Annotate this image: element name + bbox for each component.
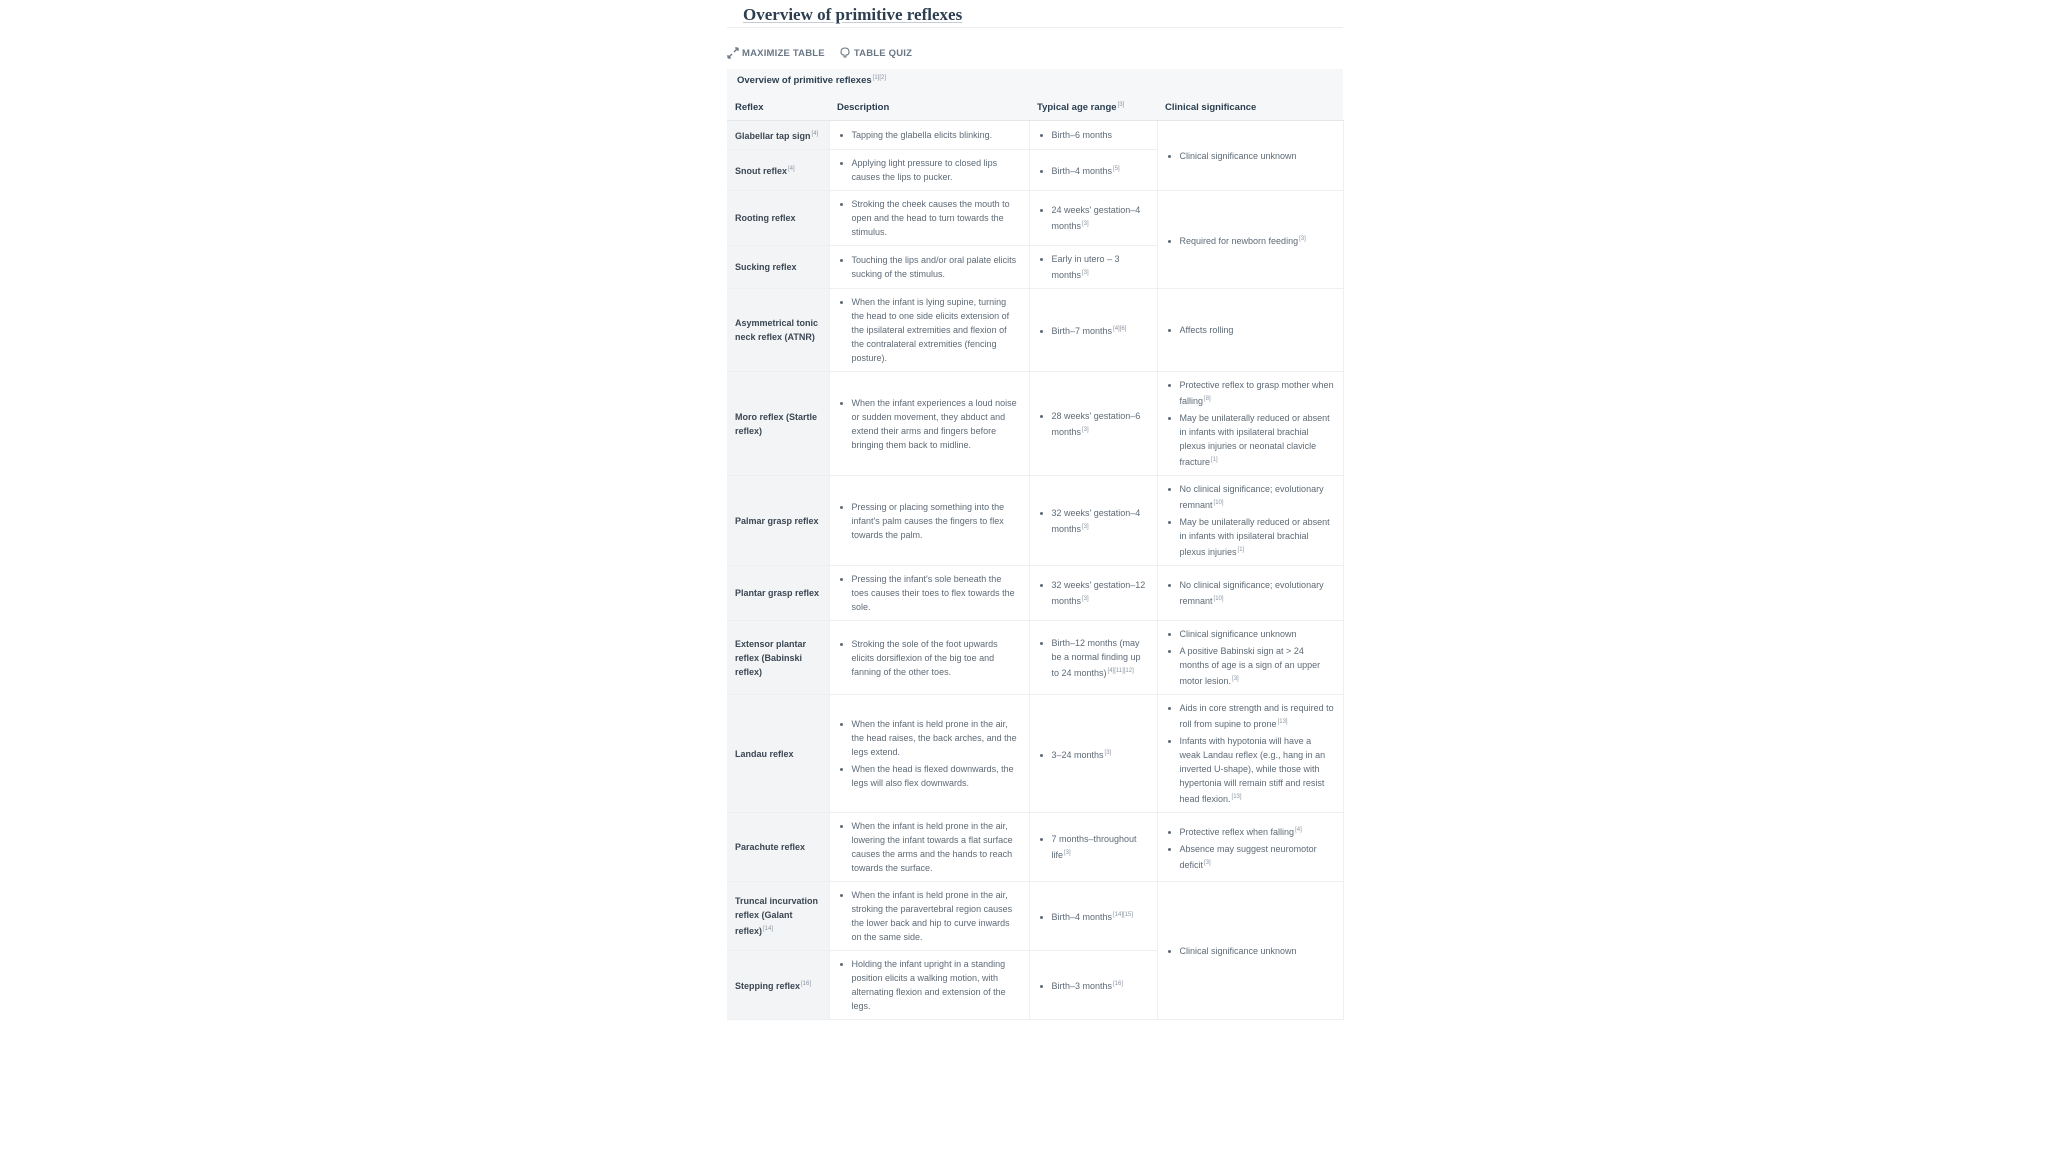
age-list (1038, 506, 1149, 536)
table-row (727, 191, 1343, 246)
reflex-cell (727, 813, 829, 882)
significance-item (1180, 627, 1335, 641)
description-cell (829, 621, 1029, 695)
significance-text: Absence may suggest neuromotor deficit (1179, 843, 1317, 870)
age-list (1038, 908, 1149, 924)
significance-item (1180, 378, 1335, 408)
reference-link[interactable]: [3] (1082, 270, 1089, 277)
reference-link[interactable]: [3] (1082, 523, 1089, 530)
significance-text: Clinical significance unknown (1179, 150, 1297, 161)
description-cell (829, 372, 1029, 476)
header-age-ref[interactable]: [3] (1117, 101, 1125, 108)
reference-link[interactable]: [3] (1082, 596, 1089, 603)
reference-link[interactable]: [3] (1299, 235, 1306, 242)
reflex-name: Rooting reflex (735, 213, 796, 224)
reference-link[interactable]: [4] (1295, 826, 1302, 833)
significance-item (1180, 578, 1335, 608)
age-range-text: 24 weeks' gestation–4 months (1051, 205, 1141, 232)
significance-cell (1157, 372, 1343, 476)
age-item (1052, 977, 1149, 993)
significance-item (1180, 734, 1335, 806)
reflex-name: Asymmetrical tonic neck reflex (ATNR) (735, 318, 819, 343)
reflex-cell (727, 372, 829, 476)
significance-item (1180, 644, 1335, 688)
expand-icon (727, 47, 739, 59)
description-list (838, 572, 1021, 614)
description-item: • Applying light pressure to closed lips causes the lips to pucker. (852, 156, 1021, 184)
reflex-cell (727, 121, 829, 150)
reference-link[interactable]: [4][11][12] (1107, 667, 1134, 674)
reference-link[interactable]: [16] (1113, 981, 1124, 988)
significance-cell (1157, 566, 1343, 621)
caption-text: Overview of primitive reflexes (737, 75, 872, 87)
table-body (727, 121, 1343, 1020)
description-list (838, 295, 1021, 365)
article (727, 0, 1343, 1020)
significance-cell (1157, 121, 1343, 191)
description-item: • When the infant is lying supine, turning the head to one side elicits extension of the ipsilateral extremities and flexion of the contralateral extremities (fencing posture). (852, 295, 1021, 365)
table-row (727, 882, 1343, 951)
table-caption (727, 75, 1343, 94)
age-range-cell (1029, 372, 1157, 476)
age-range-text: 7 months–throughout life (1051, 834, 1137, 861)
reference-link[interactable]: [13] (1277, 719, 1288, 726)
age-range-text: 3–24 months (1051, 749, 1104, 760)
reference-link[interactable]: [4] (811, 131, 819, 138)
description-list (838, 128, 1021, 142)
age-range-cell (1029, 695, 1157, 813)
significance-text: May be unilaterally reduced or absent in infants with ipsilateral brachial plexus injuries (1179, 517, 1330, 558)
table-toolbar (727, 43, 1343, 63)
significance-list (1166, 944, 1335, 958)
reflex-cell (727, 882, 829, 951)
table-row (727, 695, 1343, 813)
reference-link[interactable]: [14] (763, 926, 774, 933)
reflex-name: Snout reflex (735, 166, 788, 177)
reference-link[interactable]: [4] (788, 166, 795, 173)
description-list (838, 197, 1021, 239)
description-item: • When the head is flexed downwards, the legs will also flex downwards. (852, 762, 1021, 790)
reference-link[interactable]: [3] (1082, 426, 1089, 433)
significance-text: Protective reflex to grasp mother when falling (1179, 380, 1334, 407)
significance-text: Required for newborn feeding (1179, 235, 1299, 246)
age-list (1038, 322, 1149, 338)
age-item (1052, 128, 1149, 142)
significance-cell (1157, 813, 1343, 882)
reference-link[interactable]: [16] (801, 981, 812, 988)
description-item: • Tapping the glabella elicits blinking. (852, 128, 1021, 142)
age-list (1038, 203, 1149, 233)
age-item (1052, 162, 1149, 178)
header-age-label: Typical age range (1037, 101, 1117, 113)
age-item (1052, 832, 1149, 862)
description-list (838, 396, 1021, 452)
description-cell (829, 566, 1029, 621)
significance-list (1166, 482, 1335, 559)
description-item: • Stroking the cheek causes the mouth to open and the head to turn towards the stimulus. (852, 197, 1021, 239)
reference-link[interactable]: [3] (1232, 676, 1239, 683)
reflex-cell (727, 695, 829, 813)
age-range-cell (1029, 246, 1157, 289)
header-description: Description (829, 94, 1029, 121)
reflex-name: Sucking reflex (735, 262, 797, 273)
significance-text: Clinical significance unknown (1179, 629, 1297, 640)
reflex-cell (727, 246, 829, 289)
age-list (1038, 977, 1149, 993)
maximize-table-label: MAXIMIZE TABLE (742, 47, 825, 59)
significance-text: Affects rolling (1179, 325, 1234, 336)
age-item (1052, 322, 1149, 338)
description-item: • Pressing or placing something into the infant's palm causes the fingers to flex towards the palm. (852, 500, 1021, 542)
age-list (1038, 636, 1149, 680)
reflex-cell (727, 150, 829, 191)
age-item (1052, 578, 1149, 608)
table-row (727, 476, 1343, 566)
table-row (727, 566, 1343, 621)
significance-cell (1157, 882, 1343, 1020)
reflex-name: Plantar grasp reflex (735, 588, 820, 599)
description-list (838, 637, 1021, 679)
description-item: • Pressing the infant's sole beneath the toes causes their toes to flex towards the sole. (852, 572, 1021, 614)
description-list (838, 156, 1021, 184)
age-item (1052, 908, 1149, 924)
age-range-cell (1029, 191, 1157, 246)
reflex-cell (727, 191, 829, 246)
age-range-text: Birth–7 months (1051, 326, 1113, 337)
age-range-cell (1029, 566, 1157, 621)
significance-text: Infants with hypotonia will have a weak Landau reflex (e.g., hang in an inverted U-shape), while those with hypertonia will remain stiff and resist head flexion. (1179, 736, 1326, 805)
header-age (1029, 94, 1157, 121)
age-item (1052, 506, 1149, 536)
header-significance: Clinical significance (1157, 94, 1343, 121)
reference-link[interactable]: [3] (1064, 850, 1071, 857)
significance-text: Aids in core strength and is required to roll from supine to prone (1179, 703, 1334, 730)
description-cell (829, 476, 1029, 566)
reflex-name: Truncal incurvation reflex (Galant reflex) (735, 896, 819, 937)
age-list (1038, 832, 1149, 862)
table-row (727, 813, 1343, 882)
significance-list (1166, 149, 1335, 163)
description-item: • When the infant is held prone in the air, stroking the paravertebral region causes the lower back and hip to curve inwards on the same side. (852, 888, 1021, 944)
description-cell (829, 813, 1029, 882)
description-list (838, 888, 1021, 944)
reflex-name: Moro reflex (Startle reflex) (735, 411, 818, 436)
reference-link[interactable]: [3] (1082, 221, 1089, 228)
description-item: • Holding the infant upright in a standing position elicits a walking motion, with alternating flexion and extension of the legs. (852, 957, 1021, 1013)
reference-link[interactable]: [8] (1204, 396, 1211, 403)
age-list (1038, 409, 1149, 439)
age-range-cell (1029, 951, 1157, 1020)
significance-list (1166, 627, 1335, 688)
age-range-cell (1029, 882, 1157, 951)
age-range-cell (1029, 621, 1157, 695)
table-row (727, 372, 1343, 476)
reference-link[interactable]: [14][15] (1113, 912, 1134, 919)
table-row (727, 621, 1343, 695)
description-item: • When the infant experiences a loud noise or sudden movement, they abduct and extend their arms and fingers before bringing them back to midline. (852, 396, 1021, 452)
significance-item (1180, 842, 1335, 872)
description-list (838, 253, 1021, 281)
header-reflex: Reflex (727, 94, 829, 121)
table-row (727, 121, 1343, 150)
reflex-table (727, 94, 1344, 1020)
age-list (1038, 252, 1149, 282)
significance-list (1166, 323, 1335, 337)
description-list (838, 717, 1021, 790)
reflex-cell (727, 289, 829, 372)
reflex-cell (727, 951, 829, 1020)
significance-text: A positive Babinski sign at > 24 months of age is a sign of an upper motor lesion. (1179, 646, 1321, 687)
significance-item (1180, 482, 1335, 512)
description-cell (829, 191, 1029, 246)
age-item (1052, 203, 1149, 233)
significance-list (1166, 378, 1335, 469)
table-container (727, 69, 1343, 1020)
reflex-name: Stepping reflex (735, 981, 801, 992)
significance-text: May be unilaterally reduced or absent in infants with ipsilateral brachial plexus injuries or neonatal clavicle fracture (1179, 413, 1330, 468)
description-item: • When the infant is held prone in the air, the head raises, the back arches, and the legs extend. (852, 717, 1021, 759)
age-item (1052, 636, 1149, 680)
significance-item (1180, 701, 1335, 731)
description-item: • When the infant is held prone in the air, lowering the infant towards a flat surface causes the arms and the hands to reach towards the surface. (852, 819, 1021, 875)
age-range-text: 32 weeks' gestation–12 months (1051, 580, 1146, 607)
quiz-icon (839, 47, 851, 59)
reference-link[interactable]: [3] (1104, 749, 1112, 756)
reflex-cell (727, 621, 829, 695)
reference-link[interactable]: [13] (1231, 794, 1242, 801)
significance-cell (1157, 476, 1343, 566)
reflex-cell (727, 476, 829, 566)
significance-text: Clinical significance unknown (1179, 945, 1297, 956)
age-item (1052, 746, 1149, 762)
age-list (1038, 578, 1149, 608)
age-range-text: Early in utero – 3 months (1051, 254, 1120, 281)
significance-text: No clinical significance; evolutionary remnant (1179, 580, 1324, 607)
age-range-text: Birth–3 months (1051, 981, 1113, 992)
age-range-text: Birth–12 months (may be a normal finding up to 24 months) (1051, 637, 1141, 678)
description-list (838, 500, 1021, 542)
reference-link[interactable]: [1] (1211, 457, 1218, 464)
age-range-text: Birth–6 months (1051, 130, 1113, 141)
description-cell (829, 882, 1029, 951)
description-list (838, 957, 1021, 1013)
significance-text: Protective reflex when falling (1179, 826, 1295, 837)
description-cell (829, 289, 1029, 372)
significance-item (1180, 232, 1335, 248)
description-cell (829, 121, 1029, 150)
reflex-name: Landau reflex (735, 748, 794, 759)
significance-cell (1157, 191, 1343, 289)
description-item: • Touching the lips and/or oral palate elicits sucking of the stimulus. (852, 253, 1021, 281)
description-cell (829, 150, 1029, 191)
reflex-cell (727, 566, 829, 621)
significance-list (1166, 701, 1335, 806)
reference-link[interactable]: [4][6] (1113, 326, 1127, 333)
table-quiz-label: TABLE QUIZ (853, 47, 913, 59)
significance-cell (1157, 289, 1343, 372)
reflex-name: Glabellar tap sign (735, 131, 811, 142)
significance-item (1180, 515, 1335, 559)
table-header-row (727, 94, 1343, 121)
age-item (1052, 409, 1149, 439)
description-cell (829, 246, 1029, 289)
reference-link[interactable]: [10] (1213, 500, 1224, 507)
reference-link[interactable]: [5] (1113, 166, 1120, 173)
age-range-text: 28 weeks' gestation–6 months (1051, 410, 1141, 437)
significance-list (1166, 578, 1335, 608)
age-list (1038, 746, 1149, 762)
description-item: • Stroking the sole of the foot upwards elicits dorsiflexion of the big toe and fanning of the other toes. (852, 637, 1021, 679)
age-range-text: Birth–4 months (1051, 166, 1113, 177)
age-range-cell (1029, 476, 1157, 566)
description-cell (829, 695, 1029, 813)
table-row (727, 289, 1343, 372)
caption-ref[interactable]: [1][2] (872, 75, 886, 81)
reference-link[interactable]: [10] (1213, 596, 1224, 603)
significance-item (1180, 323, 1335, 337)
significance-text: No clinical significance; evolutionary remnant (1179, 484, 1324, 511)
age-range-cell (1029, 150, 1157, 191)
reflex-name: Palmar grasp reflex (735, 515, 819, 526)
age-range-cell (1029, 813, 1157, 882)
description-cell (829, 951, 1029, 1020)
reference-link[interactable]: [1] (1237, 547, 1245, 554)
significance-cell (1157, 621, 1343, 695)
significance-item (1180, 823, 1335, 839)
reflex-name: Parachute reflex (735, 842, 806, 853)
table-quiz-button[interactable] (839, 47, 912, 59)
age-item (1052, 252, 1149, 282)
significance-item (1180, 149, 1335, 163)
reference-link[interactable]: [3] (1204, 859, 1211, 866)
significance-item (1180, 411, 1335, 469)
age-range-cell (1029, 289, 1157, 372)
significance-list (1166, 232, 1335, 248)
description-list (838, 819, 1021, 875)
significance-cell (1157, 695, 1343, 813)
reflex-name: Extensor plantar reflex (Babinski reflex) (735, 638, 807, 677)
significance-item (1180, 944, 1335, 958)
significance-list (1166, 823, 1335, 872)
age-range-cell (1029, 121, 1157, 150)
page-title: Overview of primitive reflexes (727, 0, 1343, 28)
age-range-text: Birth–4 months (1051, 912, 1113, 923)
age-range-text: 32 weeks' gestation–4 months (1051, 507, 1141, 534)
age-list (1038, 128, 1149, 142)
maximize-table-button[interactable] (727, 47, 825, 59)
age-list (1038, 162, 1149, 178)
